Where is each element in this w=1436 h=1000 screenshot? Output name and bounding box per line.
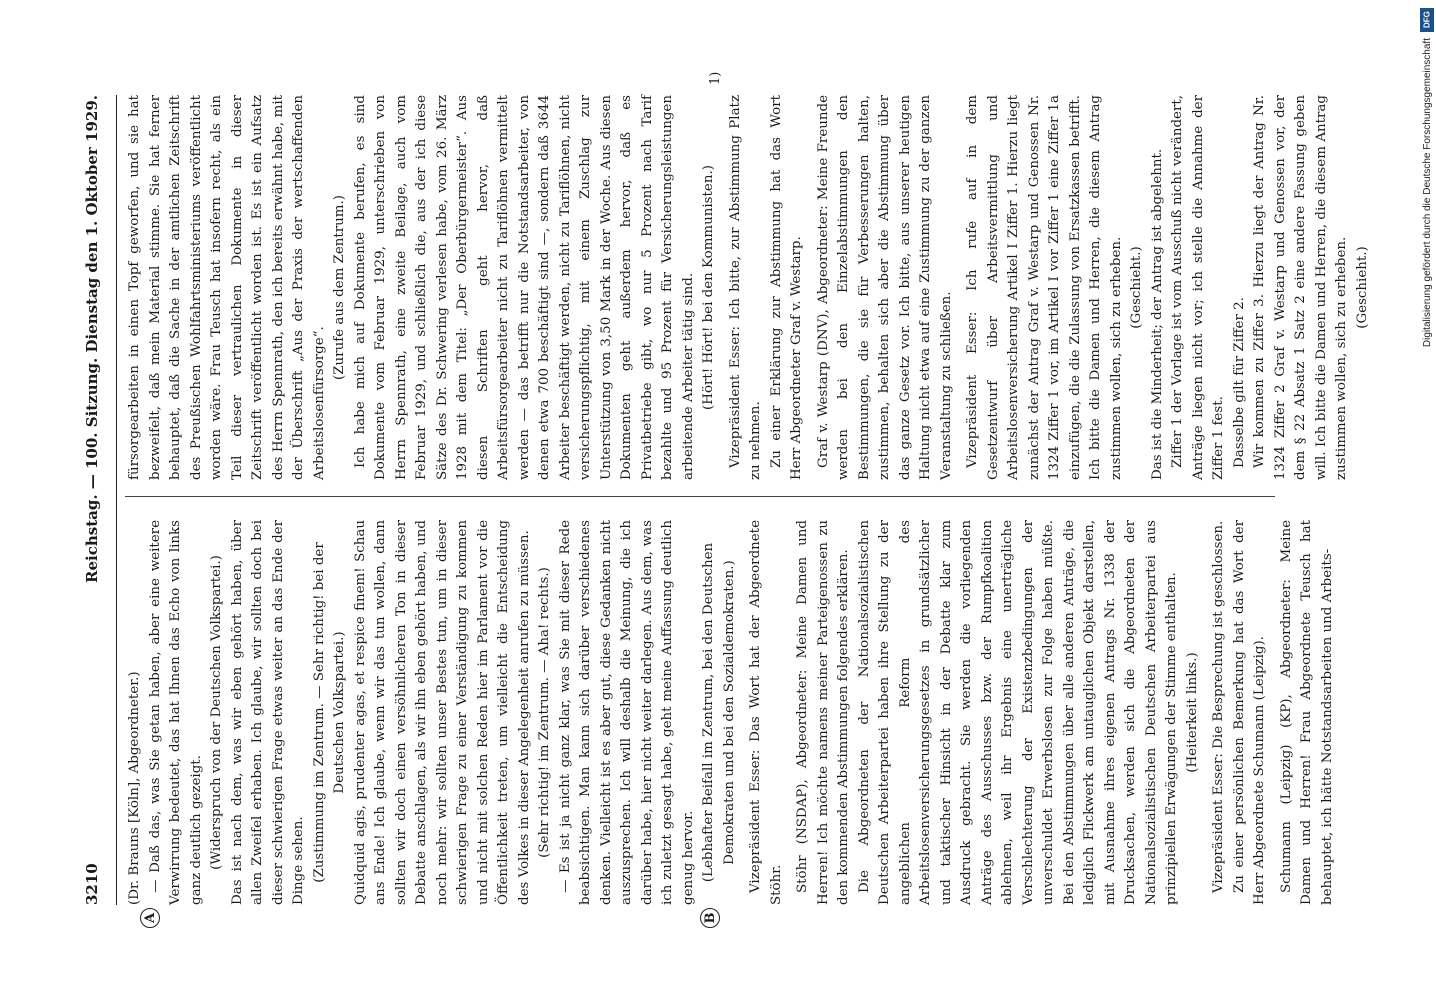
paragraph: Schumann (Leipzig) (KP), Abgeordneter: Meine Damen und Herren! Frau Abgeordnete Teusch hat behauptet, ich hätte Notstandsarbeiten und Arbeits- — [1278, 520, 1335, 905]
interjection: (Zustimmung im Zentrum. — Sehr richtig! bei der Deutschen Volkspartei.) — [311, 542, 347, 883]
margin-note: 1) — [708, 71, 723, 85]
page-title: Reichstag. — 100. Sitzung. Dienstag den 1. Oktober 1929. — [83, 95, 101, 583]
paragraph: — Daß das, was Sie getan haben, aber eine weitere Verwirrung bedeutet, das hat Ihnen das Echo von links ganz deutlich gezeigt. — [147, 520, 204, 905]
paragraph: Vizepräsident Esser: Die Besprechung ist geschlossen. — [1211, 520, 1226, 893]
paragraph: Das ist die Minderheit; der Antrag ist abgelehnt. — [1149, 148, 1165, 480]
paragraph: fürsorgearbeiten in einen Topf geworfen, und sie hat bezweifelt, daß mein Material stimme. Sie hat ferner behauptet, daß die Sache in der amtlichen Zeitschrift des Preußischen Wohlfahrtsministeriums veröffentlicht worden wäre. Frau Teusch hat insofern recht, als ein Teil dieser vertraulichen Dokumente in dieser Zeitschrift veröffentlicht worden ist. Es ist ein Aufsatz des Herrn Spennrath, den ich bereits erwähnt habe, mit der Überschrift „Aus der Praxis der wertschaffenden Arbeitslosenfürsorge“. — [127, 95, 327, 480]
interjection: (Widerspruch von der Deutschen Volkspartei.) — [209, 555, 224, 870]
right-column — [125, 95, 1370, 480]
interjection: (Heiterkeit links.) — [1184, 652, 1200, 773]
interjection: (Lebhafter Beifall im Zentrum, bei den Deutschen Demokraten und bei den Sozialdemokraten.) — [701, 542, 737, 883]
paragraph: Quidquid agis, prudenter agas, et respice finem! Schau ans Ende! Ich glaube, wenn wir das tun wollen, dann sollten wir doch einen versöhnlicheren Ton in dieser Debatte anschlagen, als wir ihn eben gehört haben, und noch mehr: wir sollten unser Bestes tun, um in dieser schwierigen Frage zu einer Verständigung zu kommen und nicht mit solchen Reden hier im Parlament vor die Öffentlichkeit treten, um vielleicht die Entscheidung des Volkes in dieser Angelegenheit anrufen zu müssen. — [352, 520, 532, 905]
paragraph: Graf v. Westarp (DNV), Abgeordneter: Meine Freunde werden bei den Einzelabstimmungen den Bestimmungen, die sie für Verbesserungen halten, zustimmen, behalten sich aber die Abstimmung über das ganze Gesetz vor. Ich bitte, aus unserer heutigen Haltung nicht etwa auf eine Zustimmung zu der ganzen Veranstaltung zu schließen. — [815, 95, 954, 480]
dfg-logo-icon: DFG — [1420, 8, 1434, 32]
column-divider — [125, 496, 1275, 497]
dfg-credit-text: Digitalisierung gefördert durch die Deutsche Forschungsgemeinschaft — [1421, 38, 1433, 348]
paragraph: Zu einer persönlichen Bemerkung hat das Wort der Herr Abgeordnete Schumann (Leipzig). — [1231, 520, 1267, 905]
interjection: (Geschieht.) — [1129, 246, 1144, 329]
margin-mark-a: A — [140, 908, 160, 928]
paragraph: Die Abgeordneten der Nationalsozialistischen Deutschen Arbeiterpartei haben ihre Stellung zu der angeblichen Reform des Arbeitslosenversicherungsgesetzes in grundsätzlicher und taktischer Hinsicht in der Debatte klar zum Ausdruck gebracht. Sie werden die vorliegenden Anträge des Ausschusses bzw. der Rumpfkoalition ablehnen, weil ihr Ergebnis eine unerträgliche Verschlechterung der Existenzbedingungen der unverschuldet Erwerbslosen zur Folge haben müßte. Bei den Abstimmungen über alle anderen Anträge, die lediglich Flickwerk am untauglichen Objekt darstellen, mit Ausnahme ihres eigenen Antrags Nr. 1338 der Drucksachen, werden sich die Abgeordneten der Nationalsozialistischen Deutschen Arbeiterpartei aus prinzipiellen Erwägungen der Stimme enthalten. — [856, 520, 1179, 905]
paragraph: — Es ist ja nicht ganz klar, was Sie mit dieser Rede beabsichtigen. Man kann sich darüber verschiedenes denken. Vielleicht ist es aber gut, diese Gedanken nicht auszusprechen. Ich will deshalb die Meinung, die ich darüber habe, hier nicht weiter darlegen. Aus dem, was ich zuletzt gesagt habe, geht meine Auffassung deutlich genug hervor. — [557, 520, 696, 905]
paragraph: Vizepräsident Esser: Ich rufe auf in dem Gesetzentwurf über Arbeitsvermittlung und Arbeitslosenversicherung Artikel I Ziffer 1. Hierzu liegt zunächst der Antrag Graf v. Westarp und Genossen Nr. 1324 Ziffer 1 vor, im Artikel I vor Ziffer 1 eine Ziffer 1a einzufügen, die die Zulassung von Ersatzkassen betrifft. Ich bitte die Damen und Herren, die diesem Antrag zustimmen wollen, sich zu erheben. — [965, 95, 1124, 480]
interjection: (Geschieht.) — [1354, 246, 1370, 329]
left-column — [125, 520, 1335, 905]
paragraph: Vizepräsident Esser: Das Wort hat der Abgeordnete Stöhr. — [748, 520, 784, 905]
paragraph: (Dr. Brauns [Köln], Abgeordneter.) — [127, 671, 142, 905]
interjection: (Zurufe aus dem Zentrum.) — [332, 195, 347, 380]
paragraph: Das ist nach dem, was wir eben gehört haben, über allen Zweifel erhaben. Ich glaube, wir sollten doch bei dieser schwierigen Frage etwas weiter an das Ende der Dinge sehen. — [229, 520, 306, 905]
interjection: (Hört! Hört! bei den Kommunisten.) — [701, 165, 716, 410]
header-rule — [116, 95, 117, 905]
paragraph: Dasselbe gilt für Ziffer 2. — [1231, 297, 1247, 468]
margin-mark-b: B — [700, 908, 720, 928]
paragraph: Stöhr (NSDAP), Abgeordneter: Meine Damen und Herren! Ich möchte namens meiner Parteigenossen zu den kommenden Abstimmungen folgendes erklären. — [795, 520, 851, 905]
paragraph: Ich habe mich auf Dokumente berufen, es sind Dokumente vom Februar 1929, unterschrieben von Herrn Spennrath, eine zweite Beilage, auch vom Februar 1929, und schließlich die, aus der ich diese Sätze des Dr. Schwering verlesen habe, vom 26. März 1928 mit dem Titel: „Der Oberbürgermeister“. Aus diesen Schriften geht hervor, daß Arbeitsfürsorgearbeiter nicht zu Tariflöhnen vermittelt werden — das betrifft nur die Notstandsarbeiter, von denen etwa 700 beschäftigt sind —, sondern daß 3644 Arbeiter beschäftigt werden, nicht zu Tariflöhnen, nicht versicherungspflichtig, mit einem Zuschlag zur Unterstützung von 3,50 Mark in der Woche. Aus diesen Dokumenten geht außerdem hervor, daß es Privatbetriebe gibt, wo nur 5 Prozent nach Tarif bezahlte und 95 Prozent für Versicherungsleistungen arbeitende Arbeiter tätig sind. — [352, 95, 696, 480]
paragraph: Vizepräsident Esser: Ich bitte, zur Abstimmung Platz zu nehmen. — [727, 95, 763, 480]
paragraph: Wir kommen zu Ziffer 3. Hierzu liegt der Antrag Nr. 1324 Ziffer 2 Graf v. Westarp und Genossen vor, der dem § 22 Absatz 1 Satz 2 eine andere Fassung geben will. Ich bitte die Damen und Herren, die diesem Antrag zustimmen wollen, sich zu erheben. — [1252, 95, 1349, 480]
paragraph: Ziffer 1 der Vorlage ist vom Ausschuß nicht verändert, Anträge liegen nicht vor; ich stelle die Annahme der Ziffer 1 fest. — [1170, 95, 1226, 480]
interjection: (Sehr richtig! im Zentrum. — Aha! rechts.) — [537, 567, 552, 858]
paragraph: Zu einer Erklärung zur Abstimmung hat das Wort Herr Abgeordneter Graf v. Westarp. — [768, 95, 804, 480]
page-number: 3210 — [83, 863, 101, 905]
dfg-credit — [1418, 8, 1436, 993]
page-header — [83, 95, 113, 905]
